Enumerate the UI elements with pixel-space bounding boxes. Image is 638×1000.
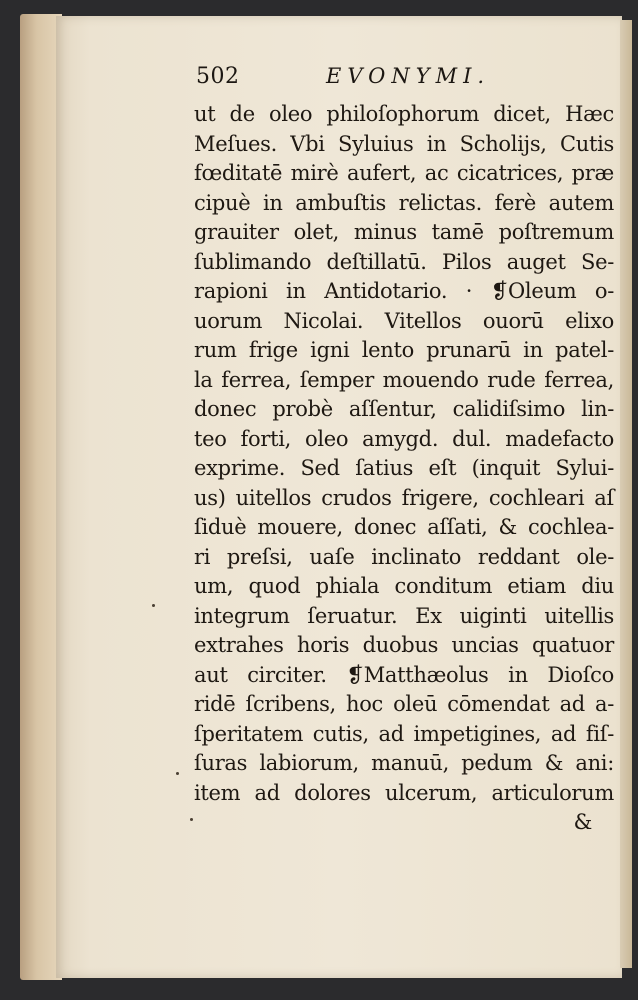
text-line: ſublimando deſtillatū. Pilos auget Se- bbox=[194, 249, 614, 274]
text-line: grauiter olet, minus tamē poſtremum bbox=[194, 220, 614, 244]
text-line: ut de oleo philoſophorum dicet, Hæc bbox=[194, 102, 614, 126]
text-line: ſperitatem cutis, ad impetigines, ad fiſ- bbox=[194, 721, 614, 746]
text-line: ridē ſcribens, hoc oleū cōmendat ad a- bbox=[194, 692, 614, 716]
text-line: exprime. Sed ſatius eſt (inquit Sylui- bbox=[194, 456, 614, 480]
text-line: rapioni in Antidotario. · ❡Oleum o- bbox=[194, 279, 614, 303]
text-line: ri preſsi, uaſe inclinato reddant ole- bbox=[194, 544, 614, 569]
book-edge-right bbox=[620, 20, 632, 968]
text-line: rum frige igni lento prunarū in patel- bbox=[194, 338, 614, 362]
page-number: 502 bbox=[196, 64, 240, 89]
text-line: la ferrea, ſemper mouendo rude ferrea, bbox=[194, 367, 614, 392]
ink-speck bbox=[152, 604, 155, 607]
text-line: integrum ſeruatur. Ex uiginti uitellis bbox=[194, 603, 614, 628]
ink-speck bbox=[176, 772, 179, 775]
text-line: ſuras labiorum, manuū, pedum & ani: bbox=[194, 751, 614, 775]
running-head bbox=[196, 64, 616, 92]
text-line: fœditatē mirè aufert, ac cicatrices, præ bbox=[194, 161, 614, 185]
text-line: uorum Nicolai. Vitellos ouorū elixo bbox=[194, 308, 614, 333]
text-line: item ad dolores ulcerum, articulorum bbox=[194, 780, 614, 805]
text-line: um, quod phiala conditum etiam diu bbox=[194, 574, 614, 598]
ink-speck bbox=[190, 818, 193, 821]
text-line: cipuè in ambuſtis relictas. ferè autem bbox=[194, 190, 614, 215]
text-line: aut circiter. ❡Matthæolus in Dioſco bbox=[194, 662, 614, 687]
text-line: ſiduè mouere, donec aſſati, & cochlea- bbox=[194, 515, 614, 539]
text-line: Meſues. Vbi Syluius in Scholijs, Cutis bbox=[194, 131, 614, 156]
running-title: EVONYMI. bbox=[326, 64, 491, 88]
text-line: us) uitellos crudos frigere, cochleari aſ bbox=[194, 485, 614, 510]
text-line: donec probè aſſentur, calidiſsimo lin- bbox=[194, 397, 614, 421]
body-text bbox=[194, 100, 614, 838]
text-line: extrahes horis duobus uncias quatuor bbox=[194, 633, 614, 657]
text-line: teo forti, oleo amygd. dul. madefacto bbox=[194, 426, 614, 451]
catchword: & bbox=[573, 810, 592, 834]
